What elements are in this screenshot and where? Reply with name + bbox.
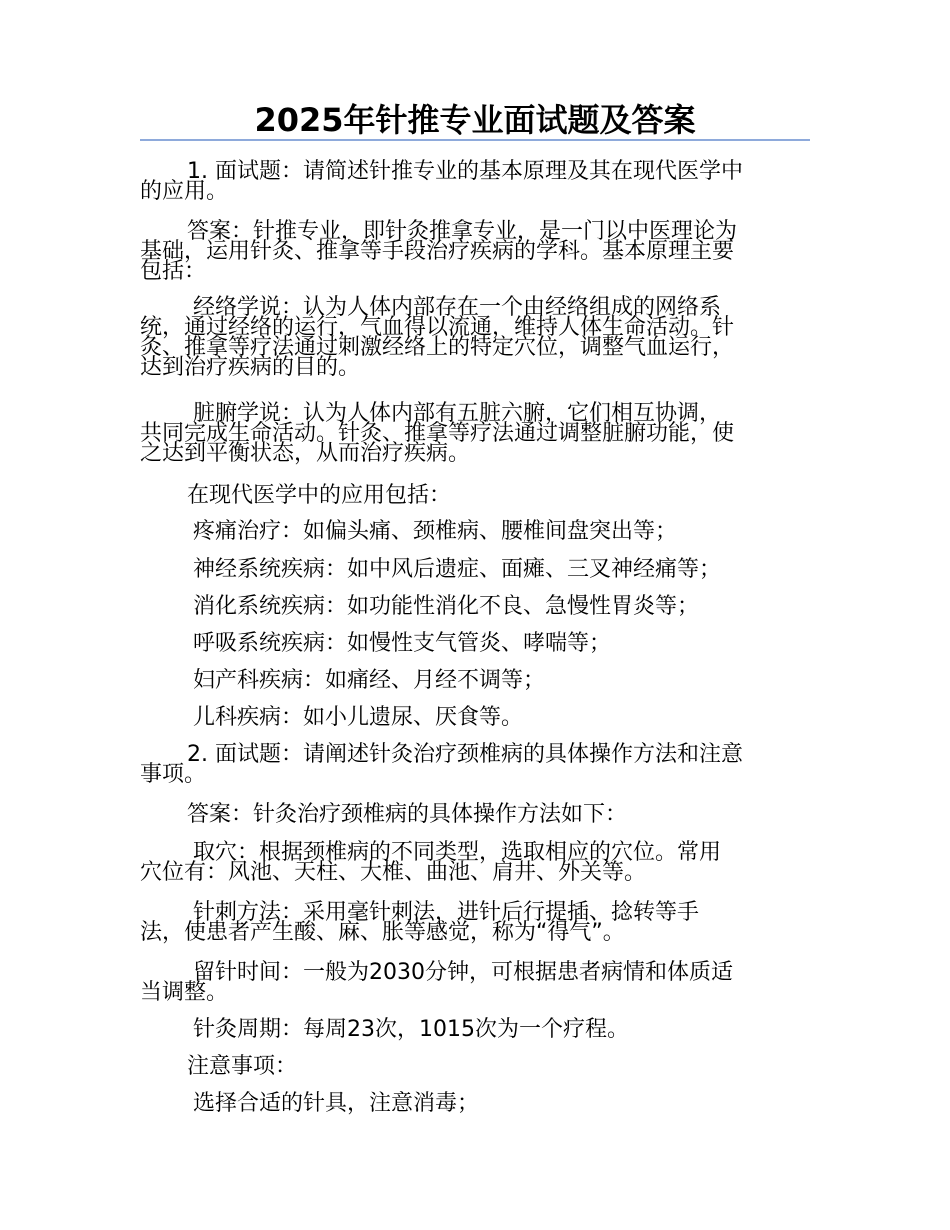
paragraph xyxy=(140,840,810,885)
paragraph xyxy=(140,1091,810,1116)
title-underline xyxy=(140,139,810,141)
paragraph-line: 之达到平衡状态，从而治疗疾病。 xyxy=(140,441,471,466)
paragraph xyxy=(140,594,810,619)
paragraph-line: 共同完成生命活动。针灸、推拿等疗法通过调整脏腑功能，使 xyxy=(140,421,735,446)
paragraph-line: 妇产科疾病：如痛经、月经不调等； xyxy=(193,668,546,693)
paragraph xyxy=(140,159,810,204)
paragraph xyxy=(140,668,810,693)
paragraph xyxy=(140,900,810,945)
paragraph xyxy=(140,1054,810,1079)
paragraph-line: 消化系统疾病：如功能性消化不良、急慢性胃炎等； xyxy=(193,594,700,619)
paragraph-line: 灸、推拿等疗法通过刺激经络上的特定穴位，调整气血运行， xyxy=(140,335,735,360)
paragraph xyxy=(140,1017,810,1042)
paragraph-line: 法，使患者产生酸、麻、胀等感觉，称为“得气”。 xyxy=(140,920,625,945)
paragraph xyxy=(140,483,810,508)
paragraph-line: 神经系统疾病：如中风后遗症、面瘫、三叉神经痛等； xyxy=(193,557,722,582)
paragraph-line: 呼吸系统疾病：如慢性支气管炎、哮喘等； xyxy=(193,631,612,656)
paragraph xyxy=(140,557,810,582)
document-title: 2025年针推专业面试题及答案 xyxy=(254,101,696,139)
paragraph-line: 经络学说：认为人体内部存在一个由经络组成的网络系 xyxy=(193,295,722,320)
paragraph-line: 取穴：根据颈椎病的不同类型，选取相应的穴位。常用 xyxy=(193,840,722,865)
paragraph-line: 基础，运用针灸、推拿等手段治疗疾病的学科。基本原理主要 xyxy=(140,239,735,264)
paragraph xyxy=(140,705,810,730)
paragraph-line: 答案：针推专业，即针灸推拿专业，是一门以中医理论为 xyxy=(187,219,738,244)
paragraph-line: 在现代医学中的应用包括： xyxy=(187,483,452,508)
paragraph-line: 1. 面试题：请简述针推专业的基本原理及其在现代医学中 xyxy=(187,159,743,184)
paragraph-line: 事项。 xyxy=(140,762,207,787)
paragraph-line: 的应用。 xyxy=(140,179,229,204)
paragraph-line: 穴位有：风池、天柱、大椎、曲池、肩井、外关等。 xyxy=(140,860,647,885)
paragraph-line: 疼痛治疗：如偏头痛、颈椎病、腰椎间盘突出等； xyxy=(193,519,678,544)
paragraph-line: 脏腑学说：认为人体内部有五脏六腑，它们相互协调， xyxy=(193,401,722,426)
paragraph-line: 达到治疗疾病的目的。 xyxy=(140,355,361,380)
paragraph-line: 留针时间：一般为2030分钟，可根据患者病情和体质适 xyxy=(193,960,733,985)
paragraph-line: 针刺方法：采用毫针刺法，进针后行提插、捻转等手 xyxy=(193,900,700,925)
paragraph-line: 儿科疾病：如小儿遗尿、厌食等。 xyxy=(193,705,524,730)
paragraph-line: 统，通过经络的运行，气血得以流通，维持人体生命活动。针 xyxy=(140,315,735,340)
paragraph-line: 选择合适的针具，注意消毒； xyxy=(193,1091,480,1116)
paragraph xyxy=(140,295,810,380)
paragraph-line: 注意事项： xyxy=(187,1054,298,1079)
paragraph xyxy=(140,631,810,656)
paragraph-line: 包括： xyxy=(140,259,207,284)
paragraph xyxy=(140,960,810,1005)
paragraph-line: 针灸周期：每周23次，1015次为一个疗程。 xyxy=(193,1017,629,1042)
paragraph-line: 当调整。 xyxy=(140,980,229,1005)
paragraph xyxy=(140,519,810,544)
paragraph xyxy=(140,802,810,827)
paragraph xyxy=(140,742,810,787)
paragraph xyxy=(140,219,810,284)
paragraph-line: 2. 面试题：请阐述针灸治疗颈椎病的具体操作方法和注意 xyxy=(187,742,743,767)
paragraph xyxy=(140,401,810,466)
paragraph-line: 答案：针灸治疗颈椎病的具体操作方法如下： xyxy=(187,802,628,827)
